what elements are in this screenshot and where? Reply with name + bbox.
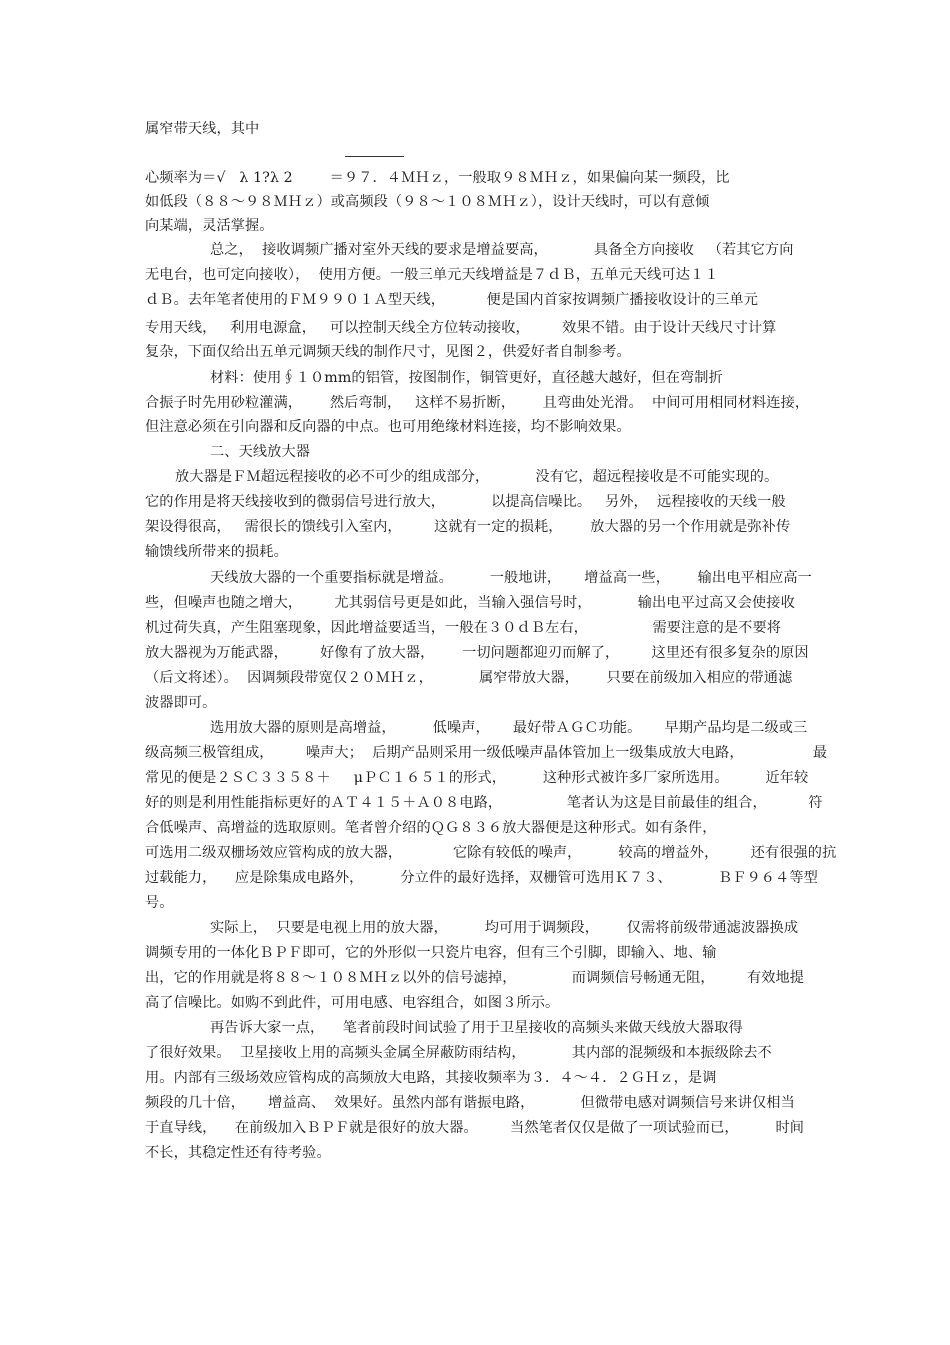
- text-line: 了很好效果。 卫星接收上用的高频头金属全屏蔽防雨结构， 其内部的混频级和本振级除去不: [145, 1045, 772, 1061]
- text-line: 合低噪声、高增益的选取原则。笔者曾介绍的ＱＧ８３６放大器便是这种形式。如有条件，: [145, 820, 717, 836]
- text-line: 级高频三极管组成， 噪声大； 后期产品则采用一级低噪声晶体管加上一级集成放大电路， 最: [145, 745, 828, 761]
- text-line: 材料：使用∮１０mm的铝管，按图制作，铜管更好，直径越大越好，但在弯制折: [210, 370, 723, 386]
- text-line: 天线放大器的一个重要指标就是增益。 一般地讲， 增益高一些， 输出电平相应高一: [210, 570, 812, 586]
- text-line: 总之， 接收调频广播对室外天线的要求是增益要高， 具备全方向接收 （若其它方向: [210, 242, 794, 258]
- text-line: 输馈线所带来的损耗。: [145, 544, 288, 560]
- text-line: 不长，其稳定性还有待考验。: [145, 1145, 331, 1161]
- text-line: 再告诉大家一点， 笔者前段时间试验了用于卫星接收的高频头来做天线放大器取得: [210, 1020, 743, 1036]
- text-line: 用。内部有三级场效应管构成的高频放大电路，其接收频率为３．４～４．２ＧＨｚ，是调: [145, 1070, 717, 1086]
- text-line: 高了信噪比。如购不到此件，可用电感、电容组合，如图３所示。: [145, 995, 560, 1011]
- text-line: 复杂，下面仅给出五单元调频天线的制作尺寸，见图２，供爱好者自制参考。: [145, 344, 631, 360]
- text-line: 合振子时先用砂粒灌满， 然后弯制， 这样不易折断， 且弯曲处光滑。 中间可用相同材料连接，: [145, 395, 810, 411]
- text-line: 出，它的作用就是将８８～１０８ＭＨｚ以外的信号滤掉， 而调频信号畅通无阻， 有效地提: [145, 970, 805, 986]
- text-line: （后文将述）。 因调频段带宽仅２０ＭＨｚ， 属窄带放大器， 只要在前级加入相应的带通滤: [145, 670, 793, 686]
- text-line: 向某端，灵活掌握。: [145, 218, 274, 234]
- text-line: ｄＢ。去年笔者使用的ＦＭ９９０１Ａ型天线， 便是国内首家按调频广播接收设计的三单元: [145, 292, 758, 308]
- text-line: 于直导线， 在前级加入ＢＰＦ就是很好的放大器。 当然笔者仅仅是做了一项试验而已， 时间: [145, 1120, 805, 1136]
- text-line: 心频率为＝√ λ 1?λ 2 ＝９７．４ＭＨｚ，一般取９８ＭＨｚ，如果偏向某一频段，比: [145, 170, 730, 186]
- text-line: 放大器是ＦＭ超远程接收的必不可少的组成部分， 没有它，超远程接收是不可能实现的。: [175, 469, 779, 485]
- text-line: 调频专用的一体化ＢＰＦ即可，它的外形似一只瓷片电容，但有三个引脚，即输入、地、输: [145, 945, 717, 961]
- text-line: 放大器视为万能武器， 好像有了放大器， 一切问题都迎刃而解了， 这里还有很多复杂的原因: [145, 645, 809, 661]
- text-line: 架设得很高， 需很长的馈线引入室内， 这就有一定的损耗， 放大器的另一个作用就是弥补传: [145, 519, 791, 535]
- text-line: 常见的便是２ＳＣ３３５８＋ μＰＣ１６５１的形式， 这种形式被许多厂家所选用。 近年较: [145, 770, 809, 786]
- text-line: 实际上， 只要是电视上用的放大器， 均可用于调频段， 仅需将前级带通滤波器换成: [210, 920, 799, 936]
- text-line: 些，但噪声也随之增大， 尤其弱信号更是如此，当输入强信号时， 输出电平过高又会使接收: [145, 595, 795, 611]
- section-heading: 二、天线放大器: [210, 444, 311, 460]
- text-line: 属窄带天线，其中: [145, 121, 260, 137]
- text-line: 但注意必须在引向器和反向器的中点。也可用绝缘材料连接，均不影响效果。: [145, 419, 631, 435]
- text-line: 波器即可。: [145, 695, 217, 711]
- text-line: 无电台，也可定向接收）， 使用方便。一般三单元天线增益是７ｄＢ，五单元天线可达１１: [145, 267, 719, 283]
- text-line: 如低段（８８～９８ＭＨｚ）或高频段（９８～１０８ＭＨｚ），设计天线时，可以有意倾: [145, 194, 710, 210]
- text-line: 可选用二级双栅场效应管构成的放大器， 它除有较低的噪声， 较高的增益外， 还有很强的抗: [145, 845, 837, 861]
- text-line: 机过荷失真，产生阻塞现象，因此增益要适当，一般在３０ｄＢ左右， 需要注意的是不要将: [145, 620, 782, 636]
- text-line: 专用天线， 利用电源盒， 可以控制天线全方位转动接收， 效果不错。由于设计天线尺寸计算: [145, 320, 777, 336]
- fraction-bar: [345, 156, 404, 157]
- text-line: 它的作用是将天线接收到的微弱信号进行放大， 以提高信噪比。 另外， 远程接收的天线一般: [145, 494, 786, 510]
- text-line: 号。: [145, 895, 174, 911]
- text-line: 好的则是利用性能指标更好的ＡＴ４１５＋Ａ０８电路， 笔者认为这是目前最佳的组合， 符: [145, 795, 823, 811]
- text-line: 频段的几十倍， 增益高、 效果好。虽然内部有谐振电路， 但微带电感对调频信号来讲仅相当: [145, 1095, 795, 1111]
- text-line: 过载能力， 应是除集成电路外， 分立件的最好选择，双栅管可选用Ｋ７３、 ＢＦ９６４等型: [145, 870, 818, 886]
- text-line: 选用放大器的原则是高增益， 低噪声， 最好带ＡＧＣ功能。 早期产品均是二级或三: [210, 720, 808, 736]
